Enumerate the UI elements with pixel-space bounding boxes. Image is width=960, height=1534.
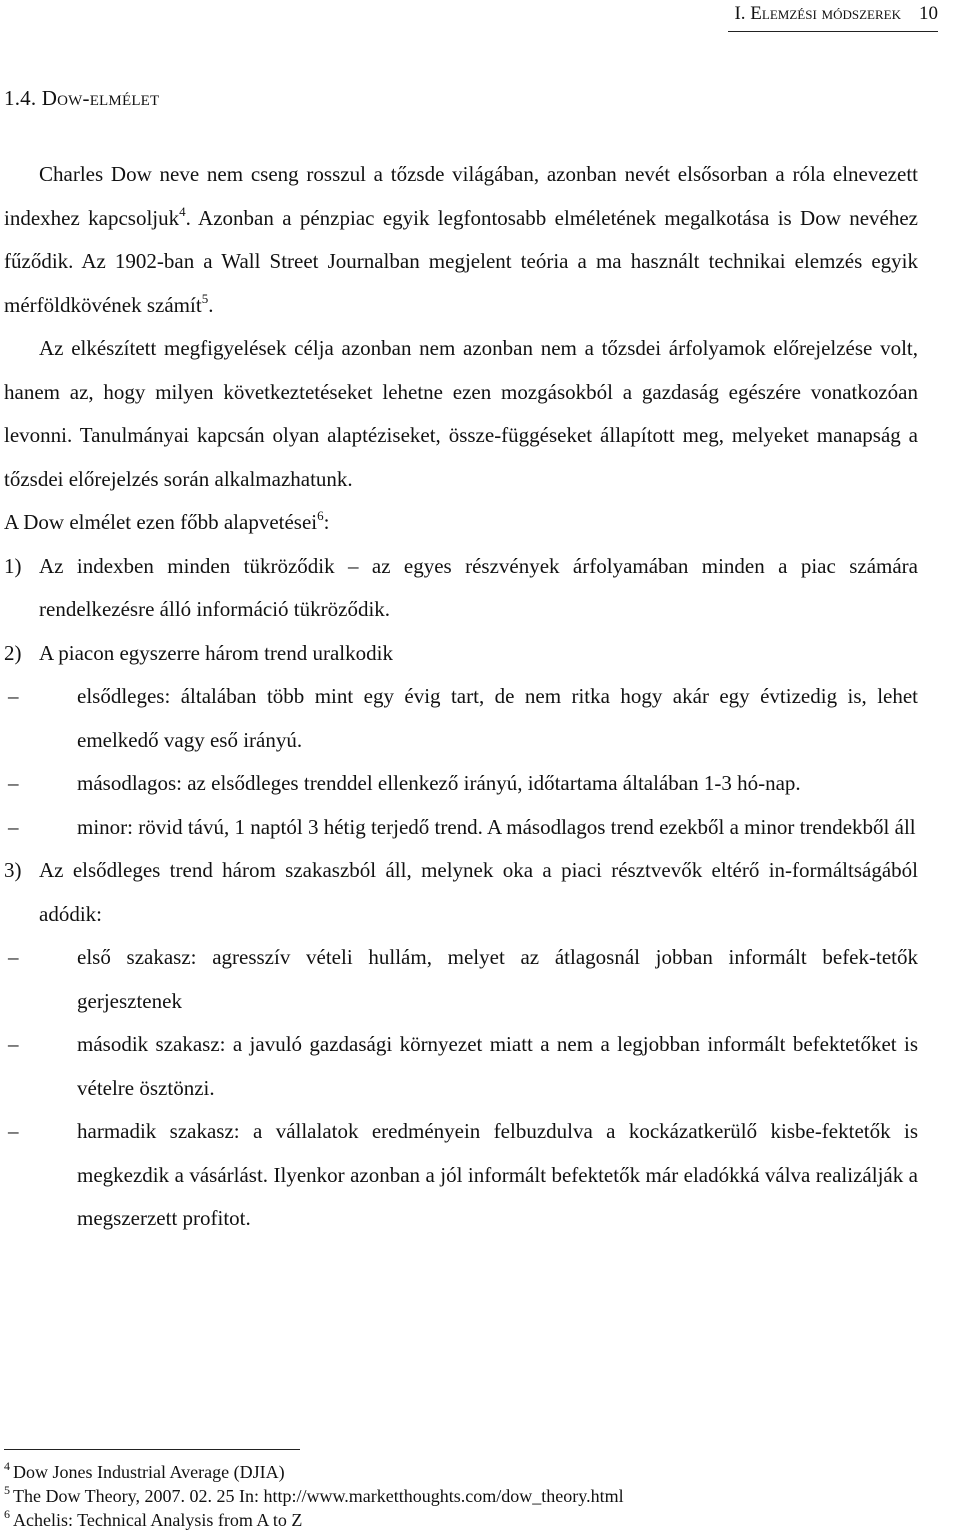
footnote-text: Dow Jones Industrial Average (DJIA): [13, 1462, 285, 1482]
paragraph-text: . Azonban a pénzpiac egyik legfontosabb elméletének megalkotása is Dow nevéhez fűződik. Az 1902-ban a Wall Street Journalban megjelent teória a ma használt technikai elemzés egyik mérföldkövének számít: [4, 205, 918, 317]
chapter-title: I. Elemzési módszerek: [734, 3, 901, 24]
footnote: [4, 1460, 624, 1484]
sub-list-item: [4, 1110, 918, 1241]
sub-list-item: [4, 1023, 918, 1110]
dash-bullet: –: [8, 945, 19, 969]
footnotes: [4, 1460, 624, 1532]
list-text: Az elsődleges trend három szakaszból áll, melynek oka a piaci résztvevők eltérő in-formáltságából adódik:: [39, 858, 918, 926]
dash-bullet: –: [8, 814, 19, 839]
footnote: [4, 1484, 624, 1508]
list-item: [4, 632, 918, 676]
paragraph-text: Charles Dow neve nem cseng rosszul a tőzsde világában, azonban nevét elsősorban a róla elnevezett indexhez kapcsoljuk: [4, 162, 918, 230]
sub-list-text: második szakasz: a javuló gazdasági környezet miatt a nem a legjobban informált befektetőket is vételre ösztönzi.: [77, 1032, 918, 1100]
sub-list-text: harmadik szakasz: a vállalatok eredményein felbuzdulva a kockázatkerülő kisbe-fektetők is megkezdik a vásárlást. Ilyenkor azonban a jól informált befektetők már eladókká válva realizálják a megszerzett profitot.: [77, 1119, 918, 1230]
footnote-text: Achelis: Technical Analysis from A to Z: [13, 1510, 303, 1530]
sub-list-item: [4, 762, 918, 806]
footnote-number: 6: [4, 1507, 10, 1521]
list-item: [4, 545, 918, 632]
footnote-ref: 6: [317, 508, 324, 523]
sub-list-text: első szakasz: agresszív vételi hullám, melyet az átlagosnál jobban informált befek-tetők gerjesztenek: [77, 945, 918, 1013]
paragraph-text: A Dow elmélet ezen főbb alapvetései: [4, 510, 318, 534]
list-number: 3): [4, 858, 22, 882]
page-number: 10: [919, 3, 938, 24]
sub-list-text: minor: rövid távú, 1 naptól 3 hétig terjedő trend. A másodlagos trend ezekből a minor trendekből áll: [77, 814, 916, 839]
running-header: [728, 2, 938, 32]
paragraph-text: :: [323, 510, 330, 534]
body-text: [4, 153, 918, 1241]
sub-list-item: [4, 936, 918, 1023]
dash-bullet: –: [8, 684, 19, 708]
footnote-ref: 4: [179, 203, 186, 219]
list-text: A piacon egyszerre három trend uralkodik: [39, 640, 393, 665]
paragraph-principles-intro: [4, 501, 918, 545]
list-item: [4, 849, 918, 936]
dash-bullet: –: [8, 1032, 19, 1056]
list-number: 2): [4, 640, 22, 665]
footnote-ref: 5: [201, 290, 209, 306]
footnote-text: The Dow Theory, 2007. 02. 25 In: http://www.marketthoughts.com/dow_theory.html: [13, 1486, 624, 1506]
footnote-number: 5: [4, 1483, 10, 1497]
dash-bullet: –: [8, 771, 19, 795]
dash-bullet: –: [8, 1119, 19, 1143]
paragraph-text: .: [208, 292, 214, 317]
footnote: [4, 1508, 624, 1532]
footnote-number: 4: [4, 1459, 10, 1473]
list-number: 1): [4, 553, 22, 578]
list-text: Az indexben minden tükröződik – az egyes részvények árfolyamában minden a piac számára rendelkezésre álló információ tükröződik.: [39, 553, 918, 621]
sub-list-text: elsődleges: általában több mint egy évig tart, de nem ritka hogy akár egy évtizedig is, lehet emelkedő vagy eső irányú.: [77, 684, 918, 752]
sub-list-item: [4, 675, 918, 762]
footnote-separator: [4, 1449, 300, 1450]
paragraph-observations: Az elkészített megfigyelések célja azonban nem azonban nem a tőzsdei árfolyamok előrejelzése volt, hanem az, hogy milyen következtetéseket lehetne ezen mozgásokból a gazdaság egészére vonatkozóan levonni. Tanulmányai kapcsán olyan alaptéziseket, össze-függéseket állapított meg, melyeket manapság a tőzsdei előrejelzés során alkalmazhatunk.: [4, 336, 918, 491]
section-title: 1.4. Dow-elmélet: [4, 86, 160, 110]
sub-list-item: [4, 806, 918, 850]
paragraph-intro: [4, 153, 918, 327]
sub-list-text: másodlagos: az elsődleges trenddel ellenkező irányú, időtartama általában 1-3 hó-nap.: [77, 771, 801, 795]
